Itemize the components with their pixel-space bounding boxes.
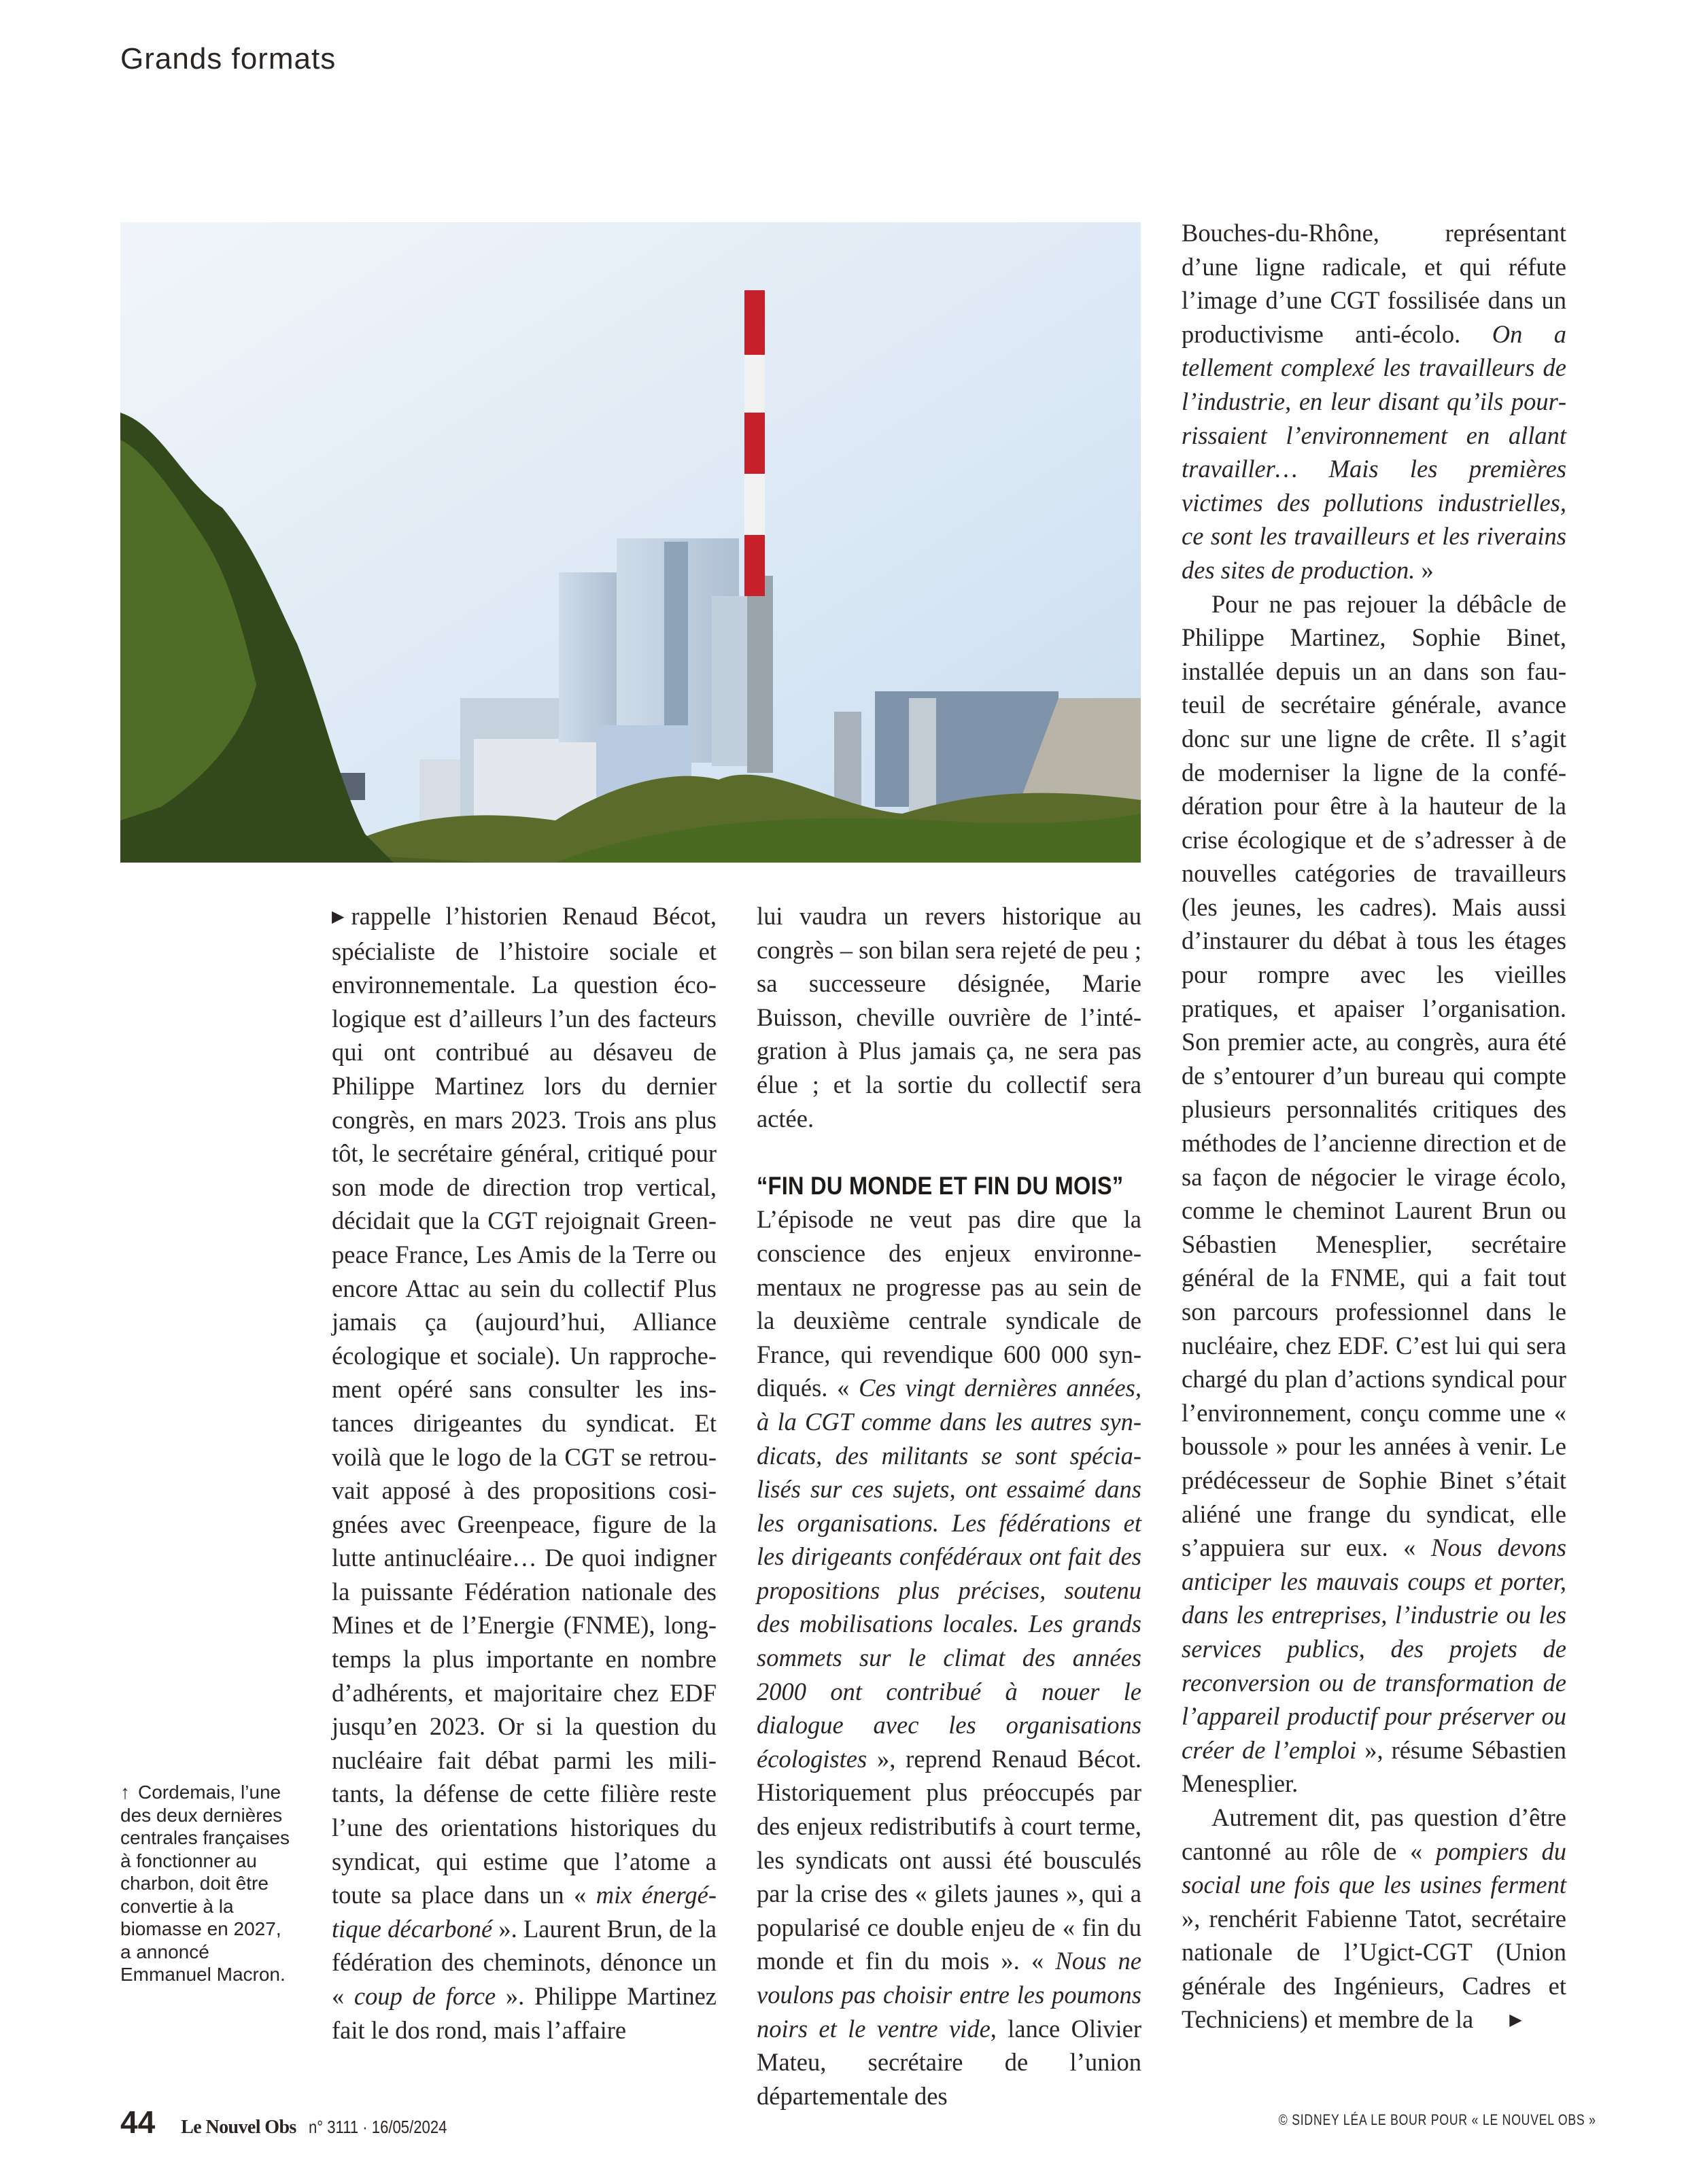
article-column-1	[332, 899, 717, 2047]
section-header: Grands formats	[120, 42, 337, 75]
chimney-red-2	[744, 413, 765, 474]
chimney-red-1	[744, 290, 765, 355]
building-tower-left	[559, 572, 617, 742]
caption-text: Cordemais, l’une des deux dernières centrales françaises à fonctionner au charbon, doit être convertie à la biomasse en 2027, a annoncé Emmanuel Macron.	[120, 1782, 290, 1985]
paragraph: Pour ne pas rejouer la débâcle de Philippe Martinez, Sophie Binet, installée depuis un an dans son fauteuil de secrétaire générale, avance donc sur une ligne de crête. Il s’agit de moderniser la ligne de la confédération pour être à la hauteur de la crise écologique et de s’adresser à de nouvelles catégories de travailleurs (les jeunes, les cadres). Mais aussi d’instaurer du débat à tous les étages pour rompre avec les vieilles pratiques, et apaiser l’organisation. Son premier acte, au congrès, aura été de s’entourer d’un bureau qui compte plusieurs personnalités critiques des méthodes de l’ancienne direction et de sa façon de négocier le virage écolo, comme le cheminot Laurent Brun ou Sébastien Menesplier, secrétaire général de la FNME, qui a fait tout son parcours professionnel dans le nucléaire, chez EDF. C’est lui qui sera chargé du plan d’actions syndical pour l’environnement, conçu comme une « boussole » pour les années à venir. Le prédécesseur de Sophie Binet s’était aliéné une frange du syndicat, elle s’appuiera sur eux. « Nous devons anticiper les mauvais coups et porter, dans les entreprises, l’industrie ou les services publics, des projets de reconversion ou de transformation de l’appareil productif pour préserver ou créer de l’emploi », résume Sébastien Menesplier.	[1182, 589, 1566, 1798]
paragraph: Autrement dit, pas question d’être cantonné au rôle de « pompiers du social une fois que les usines ferment », renchérit Fabienne Tatot, secrétaire nationale de l’Ugict-CGT (Union générale des Ingénieurs, Cadres et Techniciens) et membre de la ▶	[1182, 1801, 1566, 2038]
section-subheading: “FIN DU MONDE ET FIN DU MOIS”	[757, 1171, 1124, 1200]
continued-triangle-icon: ▶	[1509, 2011, 1522, 2030]
photo-credit: © SIDNEY LÉA LE BOUR POUR « LE NOUVEL OBS »	[1279, 2111, 1596, 2128]
article-column-3	[1182, 216, 1566, 2038]
paragraph: L’épisode ne veut pas dire que la conscience des enjeux environnementaux ne progresse pas au sein de la deuxième centrale syndicale de France, qui revendique 600 000 syndiqués. « Ces vingt dernières années, à la CGT comme dans les autres syndicats, des militants se sont spécialisés sur ces sujets, ont essaimé dans les organisations. Les fédérations et les dirigeants confédéraux ont fait des propositions plus précises, soutenu des mobilisations locales. Les grands sommets sur le climat des années 2000 ont contribué à nouer le dialogue avec les organisations écologistes », reprend Renaud Bécot. Historiquement plus préoccupés par des enjeux redistributifs à court terme, les syndicats ont aussi été bousculés par la crise des « gilets jaunes », qui a popularisé ce double enjeu de « fin du monde et fin du mois ». « Nous ne voulons pas choisir entre les poumons noirs et le ventre vide, lance Olivier Mateu, secrétaire de l’union départementale des	[757, 1205, 1142, 2110]
paragraph: ▶ rappelle l’historien Renaud Bécot, spécialiste de l’histoire sociale et environnementale. La question écologique est d’ailleurs l’un des facteurs qui ont contribué au désaveu de Philippe Martinez lors du dernier congrès, en mars 2023. Trois ans plus tôt, le secrétaire général, critiqué pour son mode de direction trop vertical, décidait que la CGT rejoignait Greenpeace France, Les Amis de la Terre ou encore Attac au sein du collectif Plus jamais ça (aujourd’hui, Alliance écologique et sociale). Un rapprochement opéré sans consulter les instances dirigeantes du syndicat. Et voilà que le logo de la CGT se retrouvait apposé à des propositions cosignées avec Greenpeace, figure de la lutte antinucléaire… De quoi indigner la puissante Fédération nationale des Mines et de l’Energie (FNME), longtemps la plus importante en nombre d’adhérents, et majoritaire chez EDF jusqu’en 2023. Or si la question du nucléaire fait débat parmi les militants, la défense de cette filière reste l’une des orientations historiques du syndicat, qui estime que l’atome a toute sa place dans un « mix énergétique décarboné ». Laurent Brun, de la fédération des cheminots, dénonce un « coup de force ». Philippe Martinez fait le dos rond, mais l’affaire	[332, 902, 717, 2044]
chimney-base	[747, 576, 773, 773]
silo-1	[834, 712, 861, 807]
paragraph: Bouches-du-Rhône, représentant d’une ligne radicale, et qui réfute l’image d’une CGT fossilisée dans un productivisme anti-écolo. On a tellement complexé les travailleurs de l’industrie, en leur disant qu’ils pourrissaient l’environnement en allant travailler… Mais les premières victimes des pollutions industrielles, ce sont les travailleurs et les riverains des sites de production. »	[1182, 219, 1566, 584]
issue-info: n° 3111 · 16/05/2024	[308, 2117, 447, 2137]
page-number: 44	[120, 2104, 156, 2140]
photo-caption	[120, 1781, 290, 1986]
paragraph: lui vaudra un revers historique au congrès – son bilan sera rejeté de peu ; sa successeure désignée, Marie Buisson, cheville ouvrière de l’intégration à Plus jamais ça, ne sera pas élue ; et la sortie du collectif sera actée.	[757, 902, 1141, 1132]
page-footer	[120, 2104, 471, 2140]
silo-2	[909, 698, 936, 814]
article-photo	[120, 222, 1141, 863]
chimney-red-3	[744, 535, 765, 596]
magazine-name: Le Nouvel Obs	[181, 2117, 296, 2138]
arrow-up-icon: ↑	[120, 1782, 130, 1803]
article-column-2	[757, 899, 1141, 2113]
building-side	[712, 596, 753, 766]
power-plant-illustration	[120, 222, 1141, 863]
continued-triangle-icon: ▶	[332, 908, 345, 926]
